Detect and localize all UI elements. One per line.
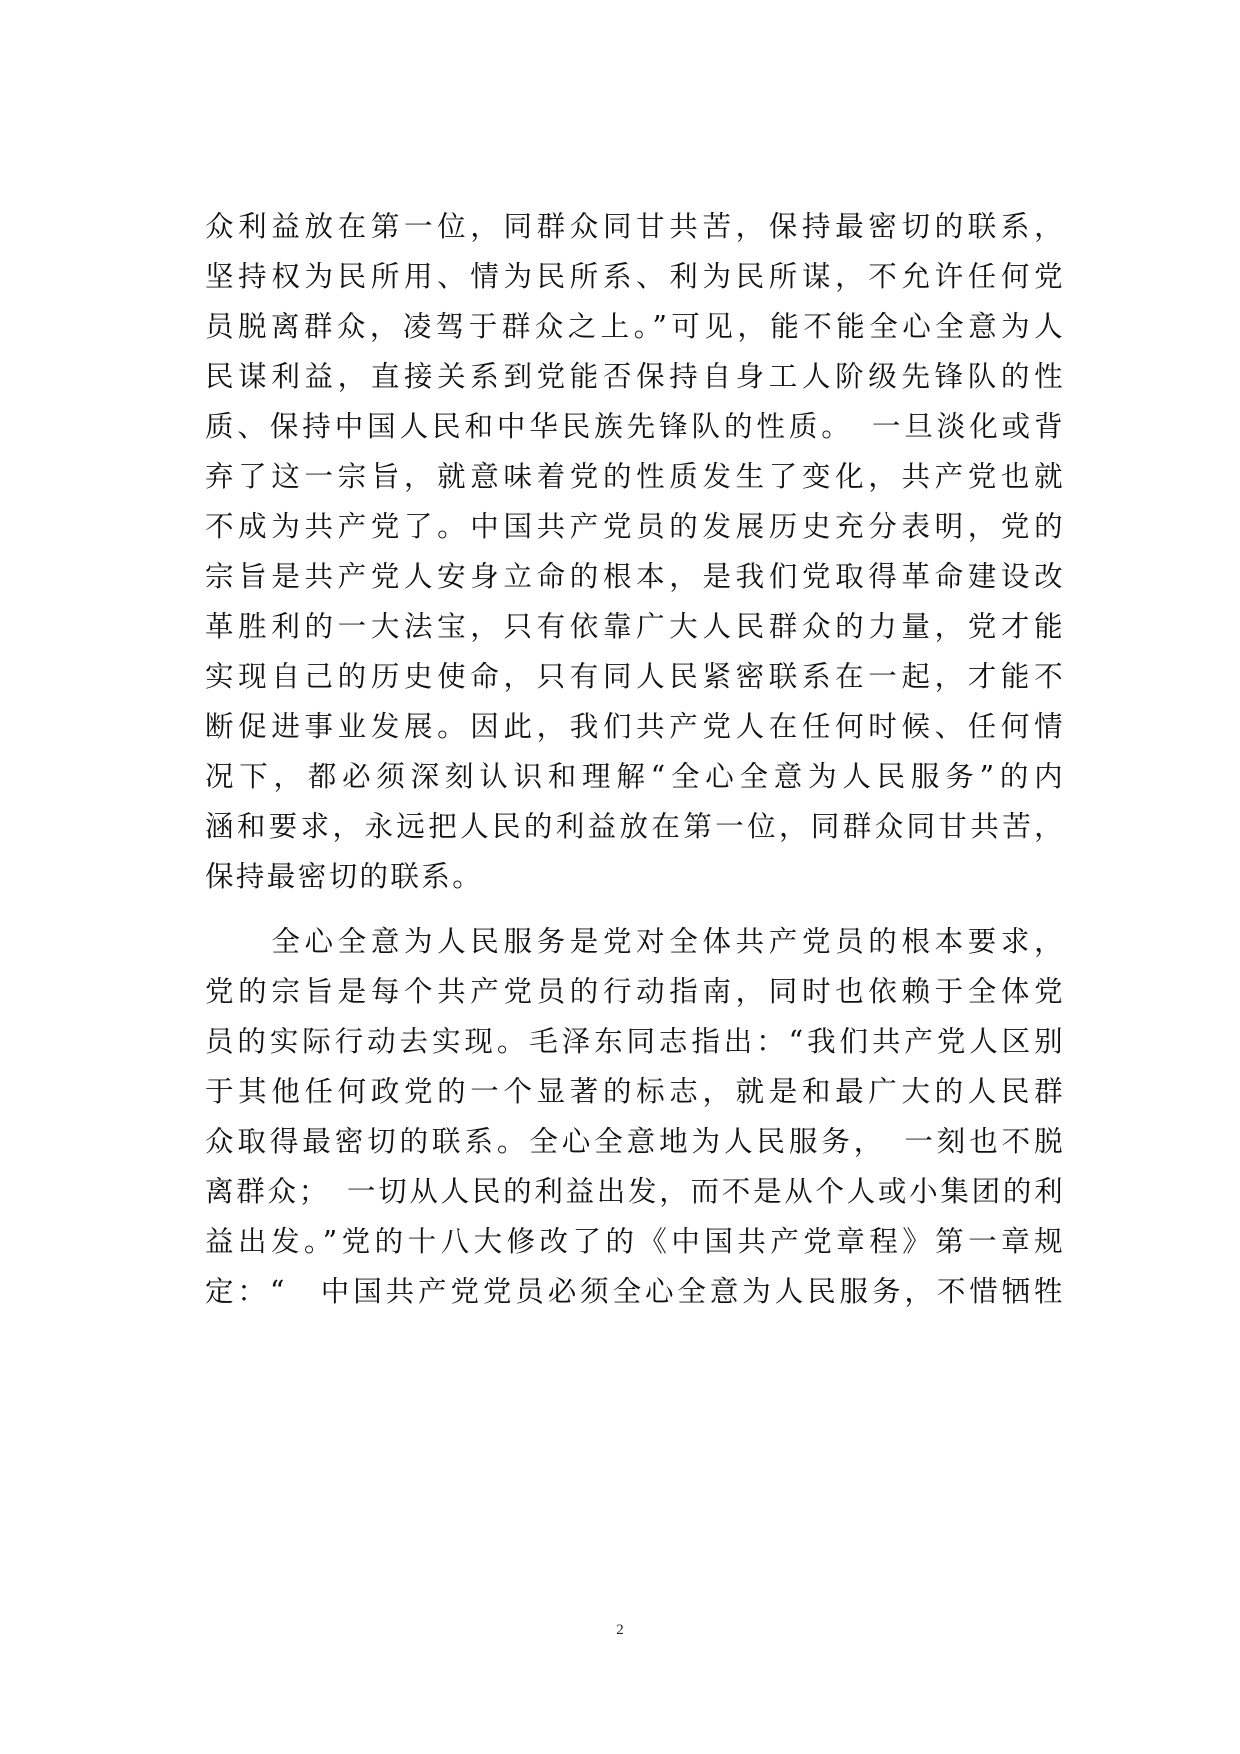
text-line: 不成为共产党了。中国共产党员的发展历史充分表明，党的 [205,510,1065,543]
text-line: 况下，都必须深刻认识和理解“全心全意为人民服务”的内 [205,760,1065,793]
text-line: 涵和要求，永远把人民的利益放在第一位，同群众同甘共苦， [205,810,1065,843]
text-line: 益出发。”党的十八大修改了的《中国共产党章程》第一章规 [205,1225,1065,1258]
text-line: 众取得最密切的联系。全心全意地为人民服务， 一刻也不脱 [205,1125,1065,1158]
paragraph-2 [205,917,1065,1317]
text-line: 质、保持中国人民和中华民族先锋队的性质。 一旦淡化或背 [205,410,1065,443]
page-number: 2 [616,1622,624,1638]
text-line: 断促进事业发展。因此，我们共产党人在任何时候、任何情 [205,710,1065,743]
paragraph-spacing [205,902,1065,917]
text-line: 保持最密切的联系。 [205,860,484,893]
text-line: 坚持权为民所用、情为民所系、利为民所谋，不允许任何党 [205,260,1065,293]
text-line: 离群众； 一切从人民的利益出发，而不是从个人或小集团的利 [205,1175,1065,1208]
text-line: 民谋利益，直接关系到党能否保持自身工人阶级先锋队的性 [205,360,1065,393]
text-line: 众利益放在第一位，同群众同甘共苦，保持最密切的联系， [205,210,1065,243]
text-line: 于其他任何政党的一个显著的标志，就是和最广大的人民群 [205,1075,1065,1108]
text-line: 员脱离群众，凌驾于群众之上。”可见，能不能全心全意为人 [205,310,1065,343]
body-text [205,202,1065,1317]
text-line: 定：“ 中国共产党党员必须全心全意为人民服务，不惜牺牲 [205,1275,1065,1308]
text-line: 弃了这一宗旨，就意味着党的性质发生了变化，共产党也就 [205,460,1065,493]
text-line: 革胜利的一大法宝，只有依靠广大人民群众的力量，党才能 [205,610,1065,643]
text-line: 全心全意为人民服务是党对全体共产党员的根本要求， [205,925,1065,958]
text-line: 党的宗旨是每个共产党员的行动指南，同时也依赖于全体党 [205,975,1065,1008]
paragraph-1 [205,202,1065,902]
text-line: 宗旨是共产党人安身立命的根本，是我们党取得革命建设改 [205,560,1065,593]
text-line: 实现自己的历史使命，只有同人民紧密联系在一起，才能不 [205,660,1065,693]
text-line: 员的实际行动去实现。毛泽东同志指出：“我们共产党人区别 [205,1025,1065,1058]
